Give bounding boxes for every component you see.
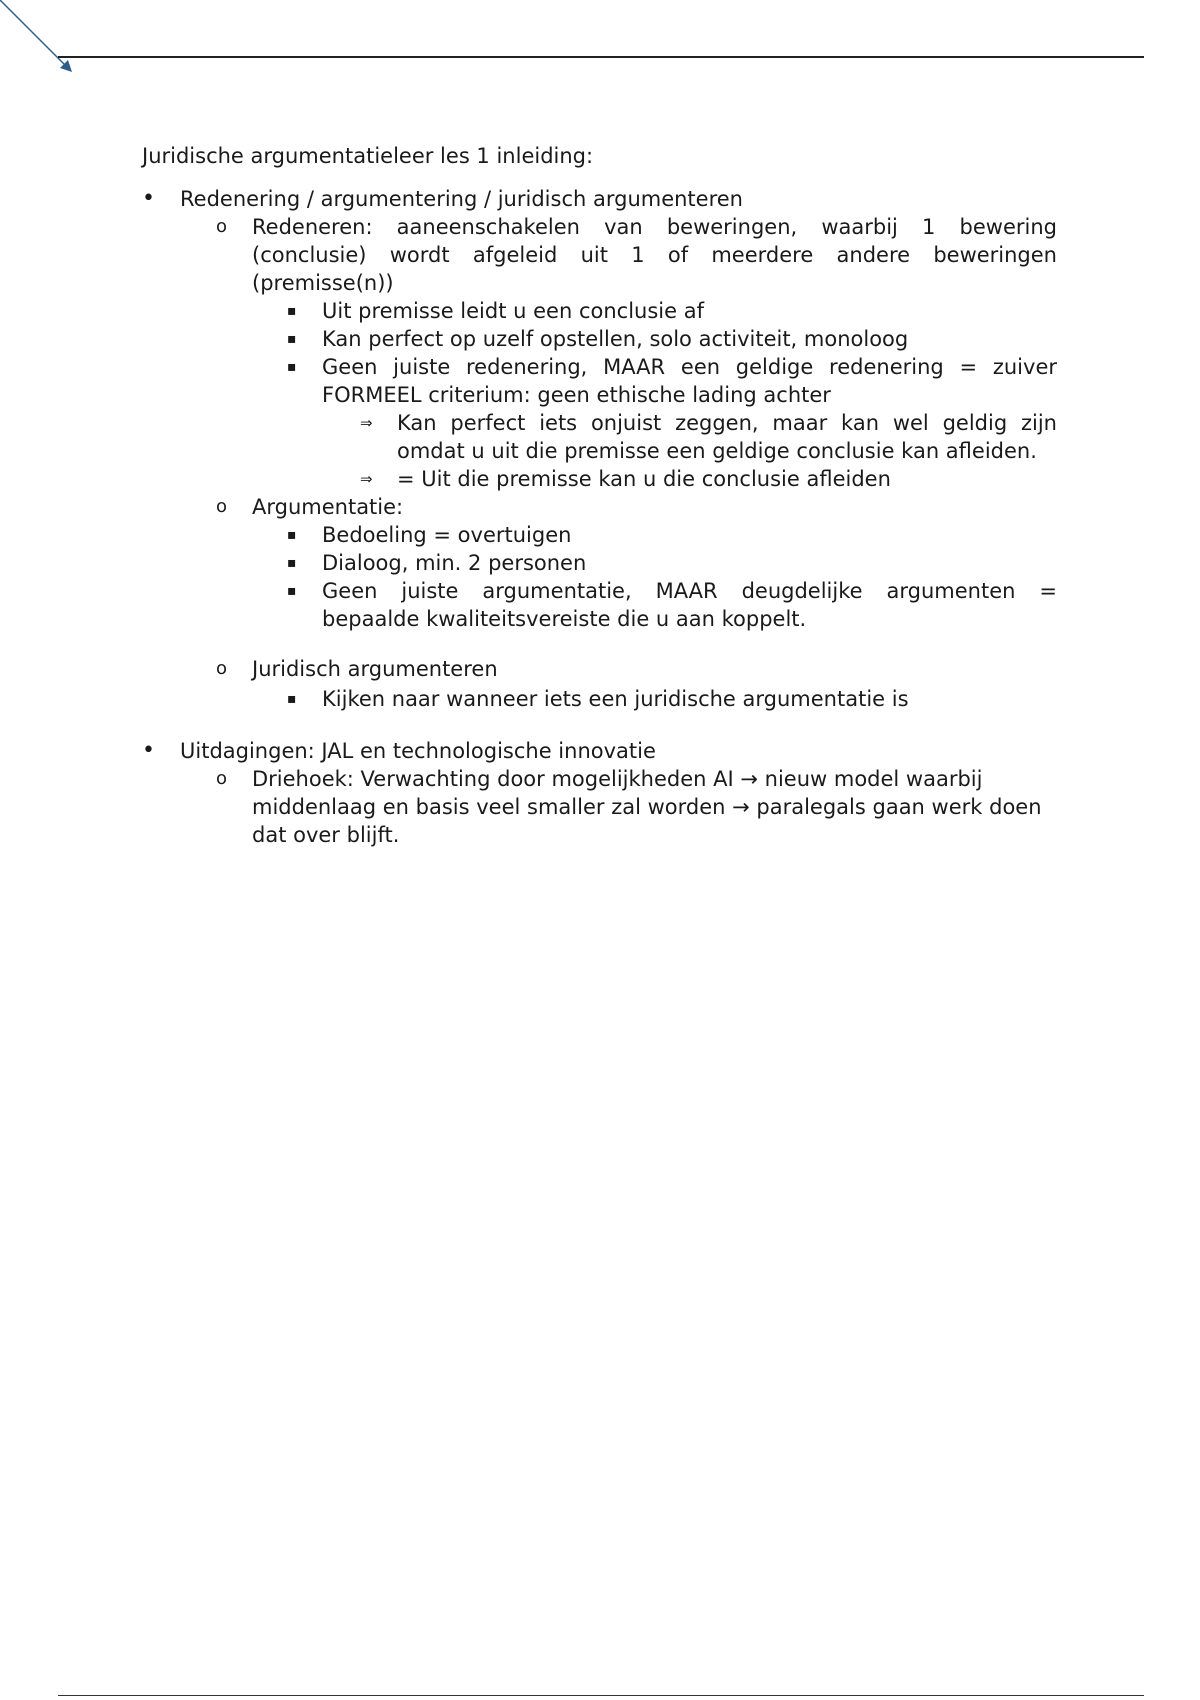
bullet-marker: • [142, 186, 155, 211]
redeneren-point: Geen juiste redenering, MAAR een geldige redenering = zuiver FORMEEL criterium: geen ethische lading achter [322, 355, 1057, 407]
list-item [142, 685, 1057, 713]
square-bullet-marker: ▪ [287, 583, 297, 599]
list-item [142, 549, 1057, 577]
redeneren-point: Kan perfect op uzelf opstellen, solo activiteit, monoloog [322, 327, 909, 351]
list-item [142, 297, 1057, 325]
argumentatie-point: Geen juiste argumentatie, MAAR deugdelijke argumenten = bepaalde kwaliteitsvereiste die u aan koppelt. [322, 579, 1057, 631]
implication-text: = Uit die premisse kan u die conclusie afleiden [397, 467, 891, 491]
square-bullet-marker: ▪ [287, 527, 297, 543]
sub-bullet-marker: o [216, 768, 228, 789]
list-item [142, 409, 1057, 465]
list-item [142, 465, 1057, 493]
bullet-marker: • [142, 738, 155, 763]
redeneren-point: Uit premisse leidt u een conclusie af [322, 299, 704, 323]
list-item [142, 185, 1057, 213]
juridisch-point: Kijken naar wanneer iets een juridische argumentatie is [322, 687, 909, 711]
argumentatie-point: Dialoog, min. 2 personen [322, 551, 587, 575]
header-rule [58, 56, 1144, 58]
list-item [142, 577, 1057, 633]
implication-text: Kan perfect iets onjuist zeggen, maar kan wel geldig zijn omdat u uit die premisse een geldige conclusie kan afleiden. [397, 411, 1057, 463]
list-item [142, 493, 1057, 521]
section-heading: Redenering / argumentering / juridisch argumenteren [180, 187, 743, 211]
square-bullet-marker: ▪ [287, 331, 297, 347]
section-heading: Uitdagingen: JAL en technologische innovatie [180, 739, 656, 763]
list-item [142, 655, 1057, 683]
list-item [142, 325, 1057, 353]
arrow-icon [0, 0, 80, 80]
sub-bullet-marker: o [216, 496, 228, 517]
redeneren-definition: Redeneren: aaneenschakelen van beweringen, waarbij 1 bewering (conclusie) wordt afgeleid uit 1 of meerdere andere beweringen (premisse(n)) [252, 215, 1057, 295]
square-bullet-marker: ▪ [287, 303, 297, 319]
list-item [142, 765, 1062, 849]
sub-bullet-marker: o [216, 658, 228, 679]
square-bullet-marker: ▪ [287, 359, 297, 375]
juridisch-heading: Juridisch argumenteren [252, 657, 498, 681]
footer-rule [58, 1695, 1144, 1696]
driehoek-text: Driehoek: Verwachting door mogelijkheden AI → nieuw model waarbij middenlaag en basis veel smaller zal worden → paralegals gaan werk doen dat over blijft. [252, 767, 1042, 847]
list-item [142, 353, 1057, 409]
list-item [142, 521, 1057, 549]
square-bullet-marker: ▪ [287, 555, 297, 571]
argumentatie-point: Bedoeling = overtuigen [322, 523, 572, 547]
page-title: Juridische argumentatieleer les 1 inleiding: [142, 144, 594, 168]
document-body [142, 142, 1057, 849]
implies-arrow-icon: ⇒ [360, 470, 373, 488]
list-item [142, 213, 1057, 297]
list-item [142, 737, 1057, 765]
argumentatie-heading: Argumentatie: [252, 495, 404, 519]
implies-arrow-icon: ⇒ [360, 414, 373, 432]
square-bullet-marker: ▪ [287, 691, 297, 707]
sub-bullet-marker: o [216, 216, 228, 237]
